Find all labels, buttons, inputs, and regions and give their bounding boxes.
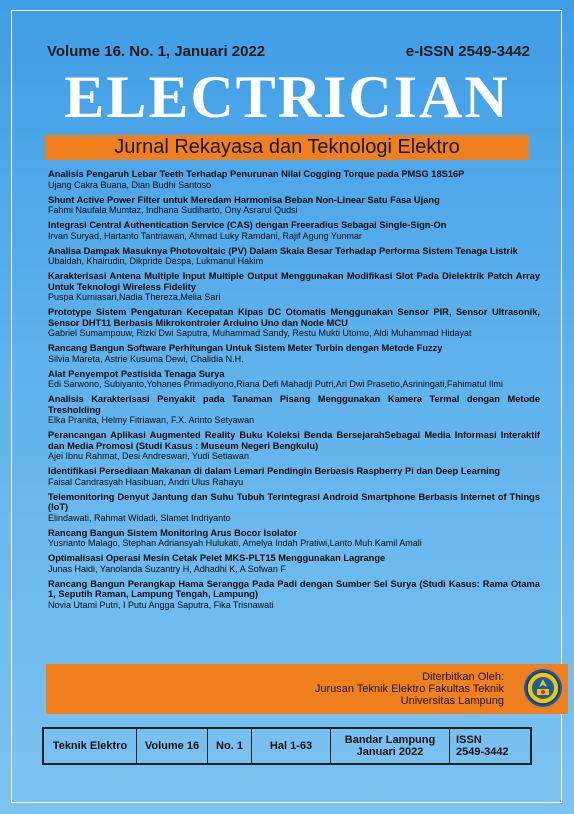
article-entry [48, 343, 540, 364]
publisher-line-1: Diterbitkan Oleh: [422, 671, 504, 683]
article-entry [48, 430, 540, 461]
article-title: Alat Penyempot Pestisida Tenaga Surya [48, 368, 225, 379]
article-authors: Novia Utami Putri, I Putu Angga Saputra, Fika Trisnawati [48, 599, 274, 610]
article-authors: Fahmi Naufala Mumtaz, Indhana Sudiharto, Ony Asrarul Qudsi [48, 205, 298, 215]
article-title: Rancang Bangun Software Perhitungan Untuk Sistem Meter Turbin dengan Metode Fuzzy [48, 343, 443, 353]
article-title: Karakterisasi Antena Multiple Input Multiple Output Menggunakan Modifikasi Slot Pada Dielektrik Patch Array Untuk Teknologi Wireless Fidelity [48, 271, 540, 292]
cell-pages: Hal 1-63 [252, 729, 331, 763]
article-title: Integrasi Central Authentication Service (CAS) dengan Freeradius Sebagai Single-Sign-On [48, 220, 447, 230]
article-authors: Ujang Cakra Buana, Dian Budhi Santoso [48, 179, 212, 190]
publisher-text [315, 671, 504, 707]
article-authors: Ajei Ibnu Rahmat, Desi Andreswari, Yudi Setiawan [48, 451, 249, 461]
journal-subtitle: Jurnal Rekayasa dan Teknologi Elektro [45, 135, 529, 160]
article-entry [48, 528, 540, 549]
article-entry [48, 169, 540, 190]
article-authors: Faisal Candrasyah Hasibuan, Andri Ulus Rahayu [48, 476, 244, 487]
article-authors: Junas Haidi, Yanolanda Suzantry H, Adhadhi K, A Sofwan F [48, 563, 286, 574]
article-title: Perancangan Aplikasi Augmented Reality Buku Koleksi Benda BersejarahSebagai Media Informasi Interaktif dan Media Promosi (Studi Kasus : Museum Negeri Bengkulu) [48, 430, 540, 451]
journal-title: ELECTRICIAN [64, 64, 510, 130]
article-entry [48, 553, 540, 574]
article-authors: Yusrianto Malago, Stephan Adriansyah Hulukati, Amelya Indah Pratiwi,Lanto Muh.Kamil Amali [48, 538, 422, 548]
article-title: Identifikasi Persediaan Makanan di dalam Lemari Pendingin Berbasis Raspberry Pi dan Deep Learning [48, 466, 501, 476]
article-title: Rancang Bangun Sistem Monitoring Arus Bocor Isolator [48, 527, 298, 538]
issue-info-table [42, 727, 532, 765]
article-authors: Puspa Kurniasari,Nadia Thereza,Melia Sari [48, 292, 221, 302]
article-authors: Edi Sarwono, Subiyanto,Yohanes Primadiyono,Riana Defi Mahadji Putri,Ari Dwi Prasetio,Asriningati,Fahimatul Ilmi [48, 379, 503, 389]
publisher-line-2: Jurusan Teknik Elektro Fakultas Teknik [314, 683, 504, 695]
article-entry [48, 369, 540, 390]
article-title: Rancang Bangun Perangkap Hama Serangga Pada Padi dengan Sumber Sel Surya (Studi Kasus: Rama Otama 1, Seputih Raman, Lampung Tengah, Lampung) [48, 578, 540, 599]
article-authors: Gabriel Sumampouw, Rizki Dwi Saputra, Muhammad Sandy, Restu Mukti Utomo, Aldi Muhammad Hidayat [48, 328, 472, 338]
article-authors: Irvan Suryad, Hartanto Tantriawan, Ahmad Luky Ramdani, Rajif Agung Yunmar [48, 230, 362, 241]
publisher-bar [46, 664, 568, 714]
article-title: Analisis Karakterisasi Penyakit pada Tanaman Pisang Menggunakan Kamera Termal dengan Metode Tresholding [48, 394, 540, 415]
article-title: Analisa Dampak Masuknya Photovoltaic (PV) Dalam Skala Besar Terhadap Performa Sistem Tenaga Listrik [48, 245, 518, 256]
university-lampung-seal-icon [524, 669, 562, 707]
article-title: Shunt Active Power Filter untuk Meredam Harmonisa Beban Non-Linear Satu Fasa Ujang [48, 194, 440, 205]
cell-issn: ISSN 2549-3442 [456, 734, 509, 758]
article-authors: Elindawati, Rahmat Widadi, Slamet Indriyanto [48, 512, 231, 523]
article-title: Telemonitoring Denyut Jantung dan Suhu Tubuh Terintegrasi Android Smartphone Berbasis Internet of Things (IoT) [48, 491, 540, 512]
article-title: Analisis Pengaruh Lebar Teeth Terhadap Penurunan Nilai Cogging Torque pada PMSG 18S16P [48, 169, 465, 179]
article-list [48, 169, 540, 615]
volume-info: Volume 16. No. 1, Januari 2022 [47, 43, 266, 60]
article-entry [48, 307, 540, 338]
cell-number: No. 1 [208, 729, 252, 763]
article-entry [48, 271, 540, 302]
cell-volume: Volume 16 [137, 729, 208, 763]
article-authors: Silvia Mareta, Astrie Kusuma Dewi, Chalidia N.H. [48, 353, 244, 364]
header-line [47, 43, 530, 61]
article-title: Optimalisasi Operasi Mesin Cetak Pelet MKS-PLT15 Menggunakan Lagrange [48, 553, 386, 563]
article-entry [48, 195, 540, 216]
article-entry [48, 220, 540, 241]
article-entry [48, 394, 540, 425]
article-title: Prototype Sistem Pengaturan Kecepatan Kipas DC Otomatis Menggunakan Sensor PIR, Sensor Ultrasonik, Sensor DHT11 Berbasis Mikrokontroler Arduino Uno dan Node MCU [48, 307, 540, 328]
cell-place-date: Bandar Lampung Januari 2022 [331, 729, 450, 763]
article-entry [48, 246, 540, 267]
article-authors: Elka Pranita, Helmy Fitriawan, F.X. Arinto Setyawan [48, 415, 255, 425]
article-entry [48, 466, 540, 487]
article-entry [48, 492, 540, 523]
article-entry [48, 579, 540, 610]
publisher-line-3: Universitas Lampung [400, 695, 504, 707]
issn-info: e-ISSN 2549-3442 [405, 43, 530, 60]
cell-dept: Teknik Elektro [44, 729, 137, 763]
article-authors: Ubaidah, Khairudin, Dikpride Despa, Lukmanul Hakim [48, 256, 264, 266]
